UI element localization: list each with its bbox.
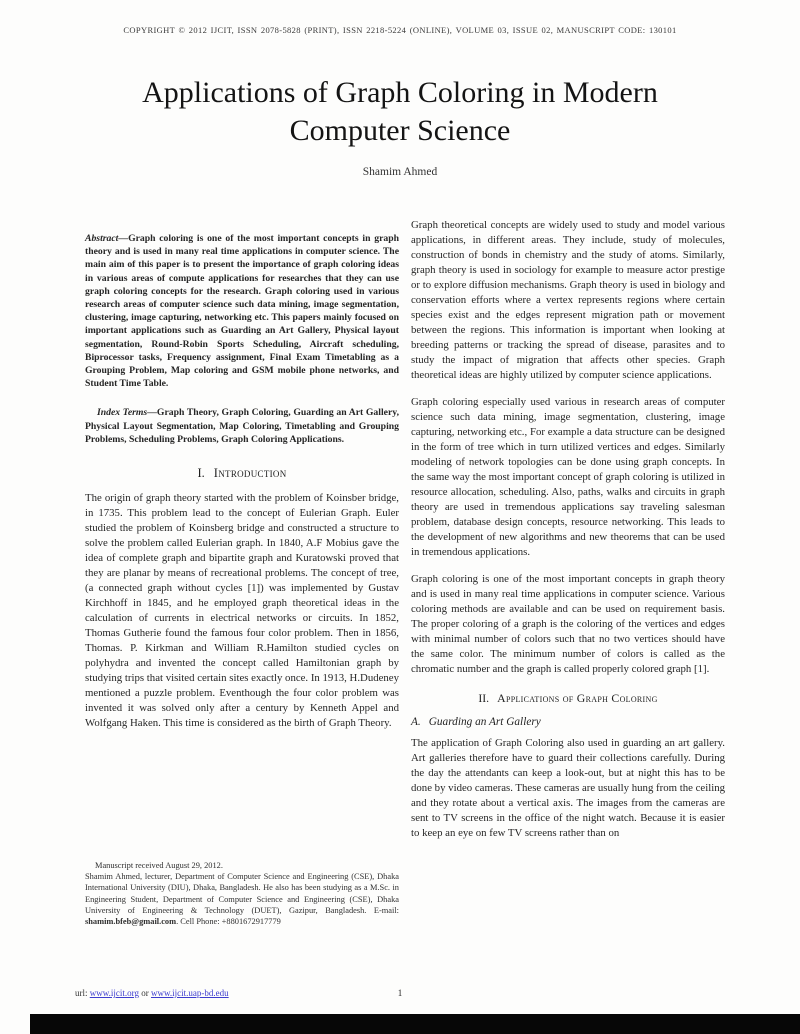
section-2-number: II. bbox=[478, 691, 490, 705]
subsection-a-heading bbox=[411, 716, 725, 728]
section-1-heading bbox=[85, 466, 399, 481]
paper-title bbox=[0, 74, 800, 150]
section-1-number: I. bbox=[197, 466, 205, 481]
left-column bbox=[85, 218, 399, 841]
two-column-body bbox=[85, 218, 725, 841]
manuscript-received-line: Manuscript received August 29, 2012. bbox=[95, 861, 223, 870]
author-phone: . Cell Phone: +8801672917779 bbox=[176, 917, 281, 927]
art-gallery-paragraph: The application of Graph Coloring also used in guarding an art gallery. Art galleries therefore have to guard their collections carefully. During the day the attendants can keep a look-out, but at night this has to be done by video cameras. These cameras are usually hung from the ceiling and they rotate about a vertical axis. The images from the cameras are sent to TV screens in the office of the night watch. Because it is easier to keep an eye on few TV screens rather than on bbox=[411, 737, 725, 839]
graph-coloring-research-paragraph: Graph coloring especially used various in research areas of computer science such data mining, image segmentation, clustering, image capturing, networking etc., For example a data structure can be designed in the form of tree which in turn utilized vertices and edges. Similarly modeling of network topologies can be done using graph concepts. In the same way the most important concept of graph coloring is utilized in resource allocation, scheduling. Also, paths, walks and circuits in graph theory are used in tremendous applications say traveling salesman problem, database design concepts, resource networking. This leads to the development of new algorithms and new theorems that can be used in tremendous applications. bbox=[411, 396, 725, 558]
author-bio-text: Shamim Ahmed, lecturer, Department of Computer Science and Engineering (CSE), Dhaka International University (DIU), Dhaka, Bangladesh. He also has been studying as a M.Sc. in Engineering Student, Department of Computer Science and Engineering (CSE), Dhaka University of Engineering & Technology (DUET), Gazipur, Bangladesh. E-mail: bbox=[85, 872, 399, 915]
copyright-header: COPYRIGHT © 2012 IJCIT, ISSN 2078-5828 (PRINT), ISSN 2218-5224 (ONLINE), VOLUME 03, ISSUE 02, MANUSCRIPT CODE: 130101 bbox=[123, 25, 677, 35]
footer-link-ijcit[interactable]: www.ijcit.org bbox=[89, 988, 139, 998]
author-email: shamim.bfeb@gmail.com bbox=[85, 917, 177, 927]
paper-title-line2: Computer Science bbox=[289, 114, 511, 147]
subsection-a-title: Guarding an Art Gallery bbox=[428, 716, 541, 728]
section-2-title: Applications of Graph Coloring bbox=[497, 691, 658, 705]
section-1-title: Introduction bbox=[213, 466, 287, 481]
index-terms-lead: Index Terms— bbox=[97, 407, 157, 419]
author-name: Shamim Ahmed bbox=[362, 166, 438, 178]
page-number: 1 bbox=[397, 988, 403, 998]
abstract-text: Graph coloring is one of the most important concepts in graph theory and is used in many real time applications in computer science. The main aim of this paper is to present the importance of graph coloring ideas in various areas of compute applications for researches that they can use graph coloring concepts for the research. Graph coloring used in various research areas of computer science such data mining, image segmentation, clustering, image capturing, networking etc. This papers mainly focused on important applications such as Guarding an Art Gallery, Physical layout segmentation, Round-Robin Sports Scheduling, Aircraft scheduling, Biprocessor tasks, Frequency assignment, Final Exam Timetabling as a Grouping Problem, Map coloring and GSM mobile phone networks, and Student Time Table. bbox=[85, 233, 399, 390]
subsection-a-number: A. bbox=[411, 716, 421, 728]
abstract-lead: Abstract— bbox=[85, 233, 129, 244]
page-footer bbox=[0, 988, 800, 1002]
footer-url-prefix: url: bbox=[75, 988, 90, 998]
section-2-heading bbox=[411, 691, 725, 706]
footer-link-uap-bd[interactable]: www.ijcit.uap-bd.edu bbox=[151, 988, 229, 998]
author-footnote bbox=[85, 860, 399, 927]
index-terms-paragraph bbox=[85, 406, 399, 446]
author-bio bbox=[85, 871, 399, 927]
graph-coloring-concepts-paragraph: Graph coloring is one of the most important concepts in graph theory and is used in many real time applications in computer science. Various coloring methods are available and can be used on requirement basis. The proper coloring of a graph is the coloring of the vertices and edges with minimal number of colors such that no two vertices should have the same color. The minimum number of colors is called as the chromatic number and the graph is called properly colored graph [1]. bbox=[411, 573, 725, 675]
index-terms-text: Graph Theory, Graph Coloring, Guarding an Art Gallery, Physical Layout Segmentation, Map Coloring, Timetabling and Grouping Problems, Scheduling Problems, Graph Coloring Applications. bbox=[85, 407, 399, 445]
graph-theory-uses-paragraph: Graph theoretical concepts are widely used to study and model various applications, in different areas. They include, study of molecules, construction of bonds in chemistry and the study of atoms. Similarly, graph theory is used in sociology for example to measure actor prestige or to explore diffusion mechanisms. Graph theory is used in biology and conservation efforts where a vertex represents regions where certain species exist and the edges represent migration path or movement between the regions. This information is important when looking at breeding patterns or tracking the spread of disease, parasites and to study the impact of migration that affects other species. Graph theoretical ideas are highly utilized by computer science applications. bbox=[411, 219, 725, 381]
introduction-paragraph: The origin of graph theory started with the problem of Koinsber bridge, in 1735. This problem lead to the concept of Eulerian Graph. Euler studied the problem of Koinsberg bridge and constructed a structure to solve the problem called Eulerian graph. In 1840, A.F Mobius gave the idea of complete graph and bipartite graph and Kuratowski proved that they are planar by means of recreational problems. The concept of tree, (a connected graph without cycles [1]) was implemented by Gustav Kirchhoff in 1845, and he employed graph theoretical ideas in the calculation of currents in electrical networks or circuits. In 1852, Thomas Gutherie found the famous four color problem. Then in 1856, Thomas. P. Kirkman and William R.Hamilton studied cycles on polyhydra and invented the concept called Hamiltonian graph by studying trips that visited certain sites exactly once. In 1913, H.Dudeney mentioned a puzzle problem. Eventhough the four color problem was invented it was solved only after a century by Kenneth Appel and Wolfgang Haken. This time is considered as the birth of Graph Theory. bbox=[85, 492, 399, 730]
scan-edge-artifact bbox=[30, 1014, 800, 1034]
right-column bbox=[411, 218, 725, 841]
abstract-paragraph bbox=[85, 232, 399, 390]
footer-url-separator: or bbox=[139, 988, 151, 998]
paper-title-line1: Applications of Graph Coloring in Modern bbox=[142, 76, 658, 109]
